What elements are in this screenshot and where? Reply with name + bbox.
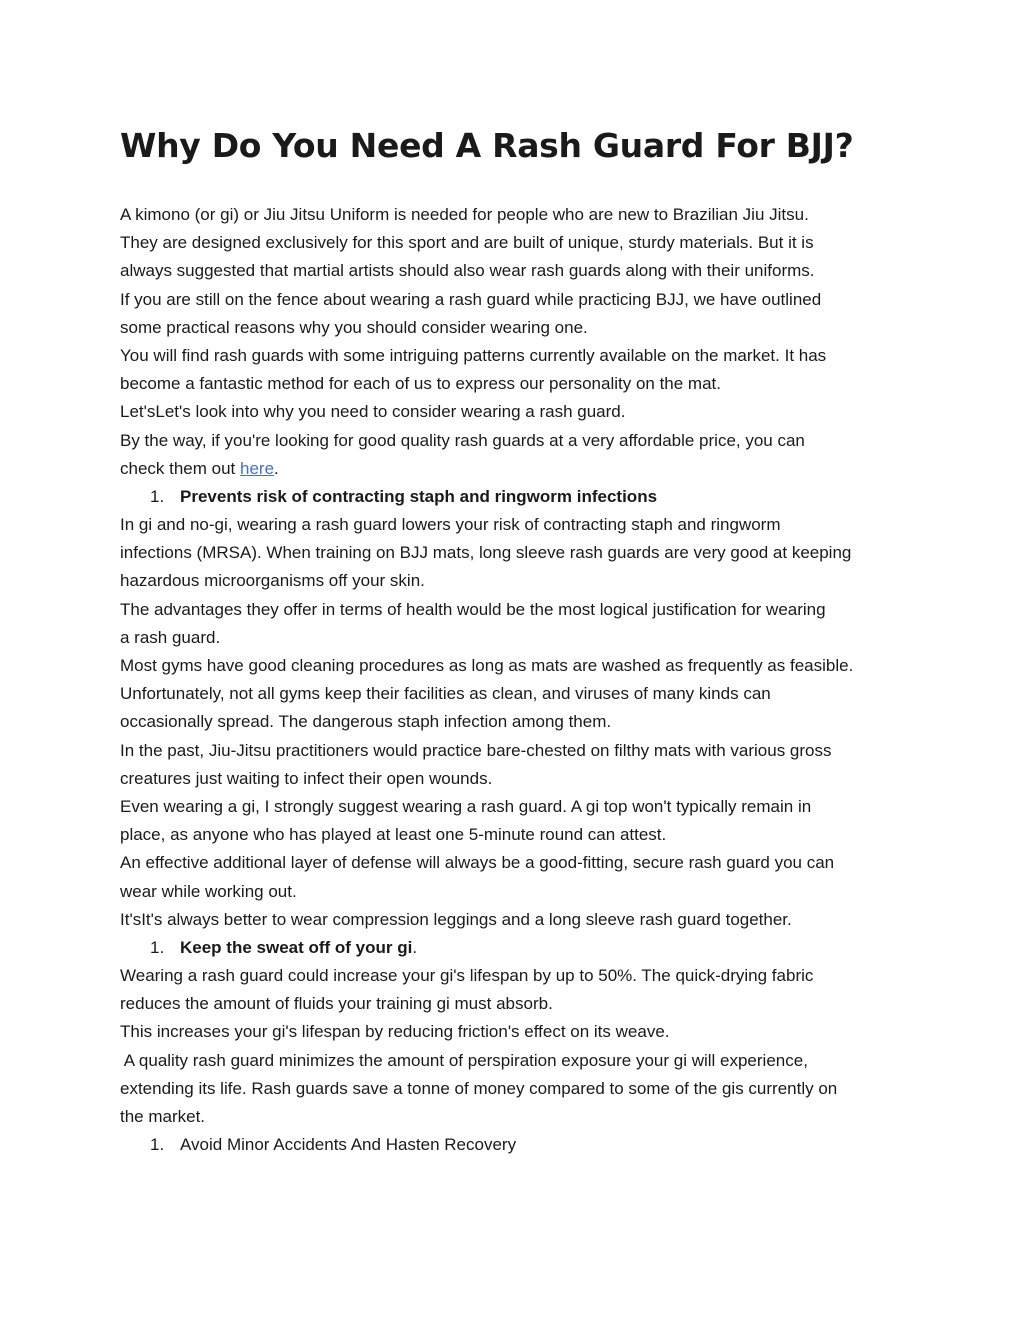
article-body xyxy=(120,201,910,1159)
list-number: 1. xyxy=(150,486,165,506)
paragraph-line-with-link xyxy=(120,455,910,483)
page-title: Why Do You Need A Rash Guard For BJJ? xyxy=(120,126,854,165)
paragraph-line: The advantages they offer in terms of health would be the most logical justification for wearing xyxy=(120,599,826,619)
list-heading: Prevents risk of contracting staph and ringworm infections xyxy=(180,486,658,506)
list-number: 1. xyxy=(150,937,165,957)
link-trailing-period: . xyxy=(274,458,279,478)
paragraph-line: Even wearing a gi, I strongly suggest wearing a rash guard. A gi top won't typically remain in xyxy=(120,796,812,816)
list-item-sweat xyxy=(120,934,910,962)
paragraph-line: occasionally spread. The dangerous staph infection among them. xyxy=(120,712,612,732)
list-heading-period: . xyxy=(412,937,418,957)
list-heading: Keep the sweat off of your gi xyxy=(180,937,413,957)
paragraph-line: In the past, Jiu-Jitsu practitioners would practice bare-chested on filthy mats with various gross xyxy=(120,740,832,760)
paragraph-line: A quality rash guard minimizes the amount of perspiration exposure your gi will experience, xyxy=(120,1050,808,1070)
paragraph-line: become a fantastic method for each of us to express our personality on the mat. xyxy=(120,374,721,394)
paragraph-line: They are designed exclusively for this sport and are built of unique, sturdy materials. But it is xyxy=(120,233,814,253)
paragraph-line: This increases your gi's lifespan by reducing friction's effect on its weave. xyxy=(120,1022,670,1042)
paragraph-line: infections (MRSA). When training on BJJ mats, long sleeve rash guards are very good at keeping xyxy=(120,543,852,563)
paragraph-line: always suggested that martial artists should also wear rash guards along with their uniforms. xyxy=(120,261,815,281)
paragraph-line: the market. xyxy=(120,1107,206,1126)
paragraph-line: An effective additional layer of defense will always be a good-fitting, secure rash guard you can xyxy=(120,853,835,873)
paragraph-line: place, as anyone who has played at least one 5-minute round can attest. xyxy=(120,825,667,845)
paragraph-line: reduces the amount of fluids your training gi must absorb. xyxy=(120,994,553,1014)
paragraph-line: It'sIt's always better to wear compression leggings and a long sleeve rash guard together. xyxy=(120,909,792,929)
paragraph-line: Let'sLet's look into why you need to consider wearing a rash guard. xyxy=(120,402,626,422)
paragraph-line: wear while working out. xyxy=(120,881,297,901)
paragraph-line: creatures just waiting to infect their open wounds. xyxy=(120,768,493,788)
list-heading: Avoid Minor Accidents And Hasten Recovery xyxy=(180,1135,517,1155)
paragraph-line: extending its life. Rash guards save a tonne of money compared to some of the gis currently on xyxy=(120,1078,838,1098)
paragraph-line: In gi and no-gi, wearing a rash guard lowers your risk of contracting staph and ringworm xyxy=(120,515,781,535)
paragraph-line: Wearing a rash guard could increase your gi's lifespan by up to 50%. The quick-drying fabric xyxy=(120,966,814,986)
here-link[interactable]: here xyxy=(240,458,275,478)
paragraph-line: By the way, if you're looking for good quality rash guards at a very affordable price, you can xyxy=(120,430,805,450)
paragraph-line: a rash guard. xyxy=(120,627,221,647)
paragraph-line: Most gyms have good cleaning procedures as long as mats are washed as frequently as feasible. xyxy=(120,656,854,675)
list-number: 1. xyxy=(150,1135,165,1155)
list-item-recovery xyxy=(120,1131,910,1159)
paragraph-line: Unfortunately, not all gyms keep their facilities as clean, and viruses of many kinds can xyxy=(120,684,771,704)
paragraph-line: You will find rash guards with some intriguing patterns currently available on the market. It has xyxy=(120,345,827,365)
paragraph-line: hazardous microorganisms off your skin. xyxy=(120,571,425,591)
paragraph-line: some practical reasons why you should consider wearing one. xyxy=(120,317,588,337)
list-item-staph xyxy=(120,483,910,511)
paragraph-line: A kimono (or gi) or Jiu Jitsu Uniform is needed for people who are new to Brazilian Jiu Jitsu. xyxy=(120,205,809,224)
link-lead-text: check them out xyxy=(120,458,241,478)
paragraph-line: If you are still on the fence about wearing a rash guard while practicing BJJ, we have outlined xyxy=(120,289,822,309)
